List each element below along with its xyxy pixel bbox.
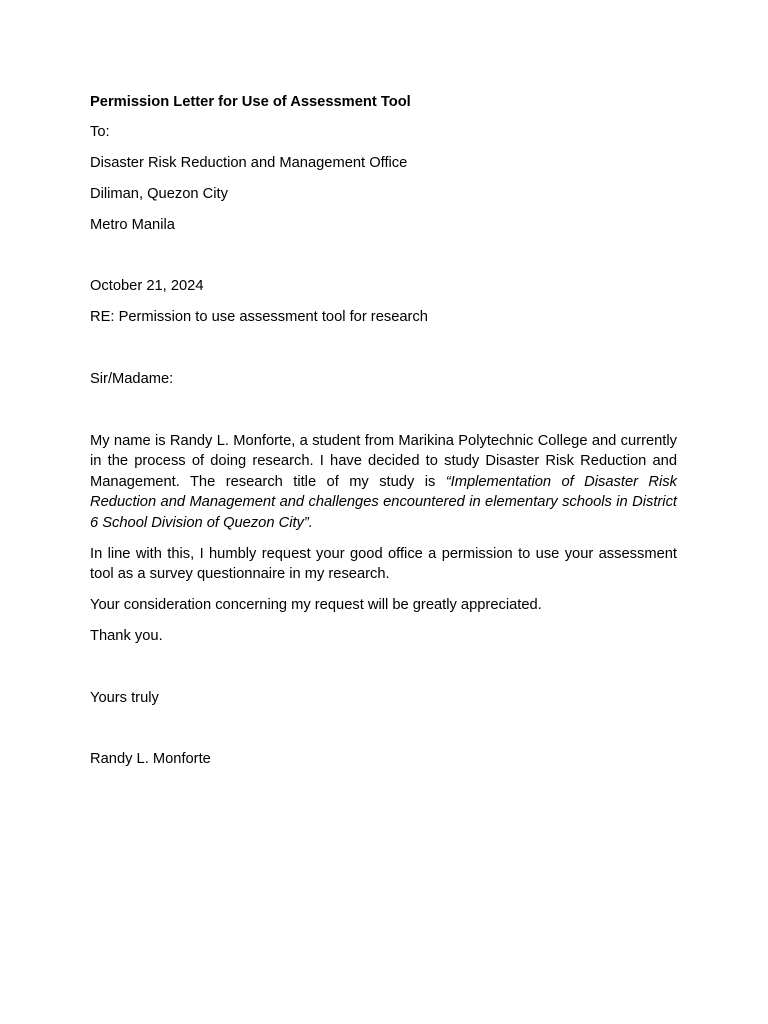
body-paragraph-1-text: My name is Randy L. Monforte, a student from Marikina Polytechnic College and currently in the process of doing research. I have decided to study Disaster Risk Reduction and Management. The research title of my study is bbox=[90, 433, 677, 490]
salutation: Sir/Madame: bbox=[90, 371, 174, 387]
closing: Yours truly bbox=[90, 690, 159, 706]
recipient-address-line1: Diliman, Quezon City bbox=[90, 186, 228, 202]
letter-subject: RE: Permission to use assessment tool for research bbox=[90, 309, 428, 325]
letter-title: Permission Letter for Use of Assessment Tool bbox=[90, 94, 411, 110]
signature-name: Randy L. Monforte bbox=[90, 751, 211, 767]
body-paragraph-4: Thank you. bbox=[90, 628, 163, 644]
research-title: “Implementation of Disaster Risk Reduction and Management and challenges encountered in elementary schools in District 6 School Division of Quezon City”. bbox=[90, 473, 677, 531]
body-paragraph-2: In line with this, I humbly request your good office a permission to use your assessment tool as a survey questionnaire in my research. bbox=[90, 546, 677, 583]
body-paragraph-1 bbox=[90, 431, 677, 533]
letter-date: October 21, 2024 bbox=[90, 278, 204, 294]
recipient-office: Disaster Risk Reduction and Management Office bbox=[90, 155, 408, 171]
body-paragraph-3: Your consideration concerning my request will be greatly appreciated. bbox=[90, 597, 542, 613]
recipient-address-line2: Metro Manila bbox=[90, 217, 175, 233]
to-label: To: bbox=[90, 124, 110, 140]
